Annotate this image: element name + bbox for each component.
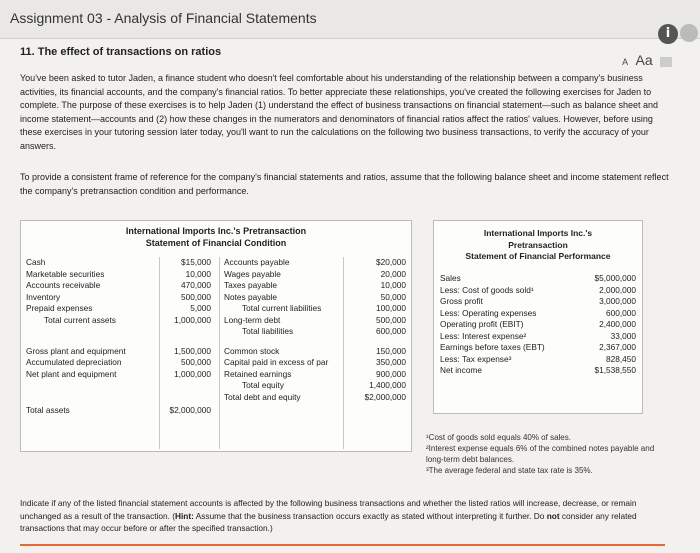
intro-paragraph: You've been asked to tutor Jaden, a finance student who doesn't feel comfortable about his understanding of the relationship between a company's business activities, its financial accounts, and the company's financial ratios. To better appreciate these relationships, you've created the following exercises for Jaden to complete. The purpose of these exercises is to help Jaden (1) understand the effect of business transactions on financial statement—such as balance sheet and income statement—accounts and (2) how these changes in the numerators and denominators of financial ratios affect the ratios' values. However, before using these exercises in your tutoring session later today, you'll want to run the calculations on the following two business transactions, to verify the accuracy of your answers. [20, 73, 659, 151]
bs-asset-label [26, 380, 166, 392]
instruction-prefix: Indicate if any of the listed financial statement accounts is affected by the following business transactions and whether the listed ratios will increase, decrease, or remain unchanged as a result of the transaction. ( [20, 498, 637, 521]
bs-asset-value: 500,000 [181, 291, 211, 302]
bs-asset-label [26, 392, 166, 404]
bs-liab-label: Accounts payable [224, 257, 290, 267]
frame-paragraph: To provide a consistent frame of reference for the company's financial statements and ratios, assume that the following balance sheet and income statement reflect the company's pretransaction condition and performance. [20, 172, 669, 196]
is-row-label: Less: Tax expense³ [440, 353, 512, 364]
footnotes [426, 432, 666, 476]
bs-asset-value [161, 392, 211, 404]
bs-liab-value: 20,000 [380, 268, 406, 279]
bs-liab-label: Total current liabilities [242, 303, 322, 313]
bs-asset-value [161, 380, 211, 392]
bs-liab-value: 350,000 [376, 357, 406, 367]
bs-liab-value: 100,000 [376, 303, 406, 313]
bs-asset-label: Cash [26, 257, 46, 267]
window-title: Assignment 03 - Analysis of Financial Statements [10, 10, 317, 26]
income-statement [433, 220, 643, 414]
hint-label: Hint: [174, 510, 194, 521]
is-row-value: $5,000,000 [594, 273, 636, 283]
bs-liab-label: Notes payable [224, 291, 278, 302]
bs-liab-label: Long-term debt [224, 314, 281, 325]
bs-liab-label: Taxes payable [224, 280, 278, 290]
bs-asset-value: 10,000 [185, 268, 211, 279]
bs-liab-value: 50,000 [380, 291, 406, 302]
bs-asset-label: Total assets [26, 405, 70, 415]
title-bar [0, 0, 700, 39]
help-icon[interactable] [680, 24, 698, 42]
is-row-label: Less: Cost of goods sold¹ [440, 284, 534, 295]
is-row-value: 2,400,000 [599, 319, 636, 329]
is-row-value: 600,000 [606, 307, 636, 318]
bs-asset-value: 500,000 [181, 357, 211, 367]
is-values [574, 273, 636, 377]
font-increase-button[interactable]: Aa [635, 52, 653, 68]
is-row-label: Sales [440, 273, 461, 283]
is-title-3: Statement of Financial Performance [465, 251, 611, 261]
liabilities-labels [224, 257, 359, 403]
footnote-3: ³The average federal and state tax rate is 35%. [426, 466, 593, 475]
is-row-label: Less: Operating expenses [440, 307, 537, 318]
bs-liab-value: 500,000 [376, 314, 406, 325]
bs-liab-label: Wages payable [224, 268, 281, 279]
bs-asset-label: Accounts receivable [26, 280, 101, 290]
bs-liab-value: 1,400,000 [369, 380, 406, 390]
bs-title-2: Statement of Financial Condition [145, 238, 287, 248]
bs-title-1: International Imports Inc.'s Pretransaction [125, 226, 307, 236]
footnote-2: ²Interest expense equals 6% of the combined notes payable and long-term debt balances. [426, 444, 655, 464]
bs-asset-value: 470,000 [181, 280, 211, 290]
is-row-label: Less: Interest expense² [440, 330, 527, 341]
font-block-icon[interactable] [660, 57, 672, 67]
bs-liab-label: Total liabilities [242, 326, 294, 336]
is-row-label: Earnings before taxes (EBT) [440, 342, 545, 352]
bs-liab-value: $20,000 [376, 257, 406, 267]
bs-liab-value: 900,000 [376, 368, 406, 379]
bs-asset-label: Marketable securities [26, 268, 105, 279]
bs-asset-value: 1,500,000 [174, 345, 211, 356]
instruction-suffix: consider any related transactions that may occur before or after the specified transaction.) [20, 510, 637, 533]
is-row-label: Gross profit [440, 296, 483, 306]
is-row-label: Operating profit (EBIT) [440, 319, 524, 329]
is-row-value: 828,450 [606, 353, 636, 364]
bs-liab-label: Total debt and equity [224, 391, 301, 402]
bs-asset-value: 1,000,000 [174, 368, 211, 379]
font-size-controls [618, 52, 672, 68]
bs-asset-label: Prepaid expenses [26, 303, 93, 313]
is-row-value: 33,000 [610, 330, 636, 341]
font-decrease-button[interactable]: A [622, 57, 629, 67]
bs-asset-label [26, 326, 166, 338]
not-label: not [546, 510, 560, 521]
info-icon[interactable]: i [658, 24, 678, 44]
bs-asset-label: Total current assets [44, 314, 116, 325]
bs-liab-label: Total equity [242, 380, 284, 390]
is-labels [440, 273, 580, 377]
bs-asset-value: 1,000,000 [174, 314, 211, 325]
bs-liab-label: Retained earnings [224, 368, 292, 379]
bs-asset-label: Inventory [26, 291, 61, 302]
progress-divider [20, 544, 665, 546]
is-row-label: Net income [440, 365, 482, 375]
is-row-value: $1,538,550 [594, 365, 636, 375]
is-title-2: Pretransaction [508, 239, 568, 250]
bs-liab-value: 150,000 [376, 345, 406, 356]
bs-asset-value [161, 326, 211, 338]
bs-asset-label: Accumulated depreciation [26, 357, 122, 367]
bs-asset-value: $15,000 [181, 257, 211, 267]
assets-values [161, 257, 211, 417]
instruction-paragraph [20, 497, 670, 535]
is-row-value: 2,000,000 [599, 284, 636, 295]
assets-labels [26, 257, 166, 417]
bs-asset-value: 5,000 [190, 303, 211, 313]
balance-sheet [20, 220, 412, 452]
bs-liab-value: 600,000 [376, 326, 406, 336]
footnote-1: ¹Cost of goods sold equals 40% of sales. [426, 433, 571, 442]
liabilities-values [344, 257, 406, 403]
bs-liab-label: Capital paid in excess of par [224, 357, 329, 367]
bs-asset-label: Net plant and equipment [26, 368, 117, 379]
is-row-value: 2,367,000 [599, 342, 636, 352]
bs-liab-value: $2,000,000 [364, 391, 406, 402]
bs-asset-value: $2,000,000 [169, 405, 211, 415]
bs-liab-value: 10,000 [380, 280, 406, 290]
bs-liab-label: Common stock [224, 345, 280, 356]
question-title: 11. The effect of transactions on ratios [20, 46, 222, 58]
is-row-value: 3,000,000 [599, 296, 636, 306]
hint-text: Assume that the business transaction occurs exactly as stated without interpreting it further. Do [193, 510, 547, 521]
is-title-1: International Imports Inc.'s [483, 228, 593, 238]
bs-asset-label: Gross plant and equipment [26, 345, 126, 356]
